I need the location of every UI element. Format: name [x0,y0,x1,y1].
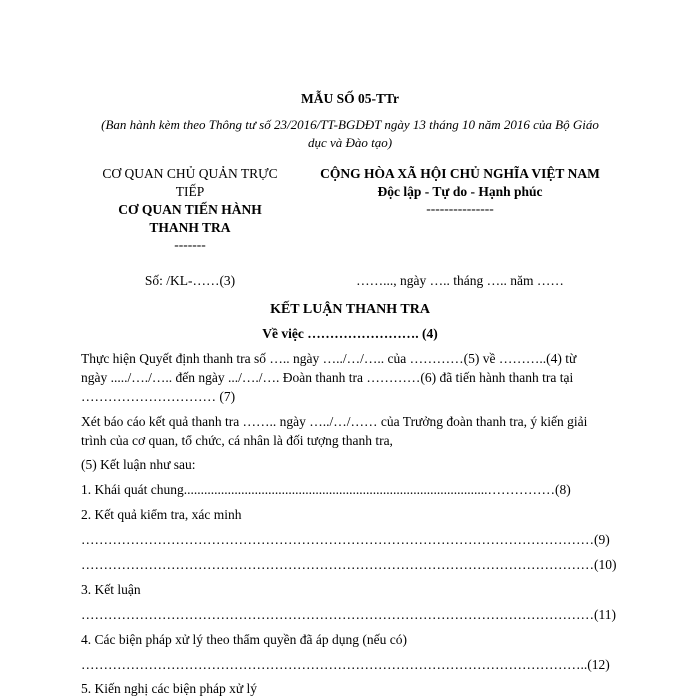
document-title: KẾT LUẬN THANH TRA [270,302,430,317]
para1-line3: ………………………… (7) [81,389,236,404]
right-header-divider: --------------- [426,201,494,216]
left-header-line1: CƠ QUAN CHỦ QUẢN TRỰC [102,166,278,181]
section-4-heading: 4. Các biện pháp xử lý theo thẩm quyền đã áp dụng (nếu có) [81,632,407,647]
section-1: 1. Khái quát chung..........................................................................................……………(8) [81,482,571,497]
section-2-line1: ……………………………………………………………………………………………………(9) [81,532,610,547]
place-date: ……..., ngày ….. tháng ….. năm …… [356,273,564,288]
para2-line2: trình của cơ quan, tổ chức, cá nhân là đối tượng thanh tra, [81,433,393,448]
nation-motto: Độc lập - Tự do - Hạnh phúc [377,184,543,199]
section-3-line1: ……………………………………………………………………………………………………(11) [81,607,616,622]
left-header-divider: ------- [174,237,206,252]
para2-line1: Xét báo cáo kết quả thanh tra …….. ngày …../…/…… của Trưởng đoàn thanh tra, ý kiến giải [81,414,588,429]
document-number: Số: /KL-……(3) [144,273,236,288]
issued-note-line2: dục và Đào tạo) [307,135,393,150]
left-header-line4: THANH TRA [149,220,231,235]
left-header-line3: CƠ QUAN TIẾN HÀNH [118,202,262,217]
conclusion-intro: (5) Kết luận như sau: [81,457,196,472]
document-subject: Về việc ……………………. (4) [262,326,438,341]
nation-title: CỘNG HÒA XÃ HỘI CHỦ NGHĨA VIỆT NAM [320,166,600,181]
issued-note-line1: (Ban hành kèm theo Thông tư số 23/2016/TT-BGDĐT ngày 13 tháng 10 năm 2016 của Bộ Giáo [101,117,599,132]
section-2-heading: 2. Kết quả kiểm tra, xác minh [81,507,242,522]
para1-line2: ngày ...../…./….. đến ngày .../…./…. Đoàn thanh tra …………(6) đã tiến hành thanh tra tại [81,370,574,385]
form-code: MẪU SỐ 05-TTr [301,91,399,106]
left-header-line2: TIẾP [175,184,205,199]
section-4-line1: …………………………………………………………………………………………………..(12) [81,657,610,672]
para1-line1: Thực hiện Quyết định thanh tra số ….. ngày …../…/….. của …………(5) về ………..(4) từ [81,351,577,366]
section-5-heading: 5. Kiến nghị các biện pháp xử lý [81,681,258,696]
section-3-heading: 3. Kết luận [81,582,141,597]
section-2-line2: ……………………………………………………………………………………………………(10) [81,557,617,572]
